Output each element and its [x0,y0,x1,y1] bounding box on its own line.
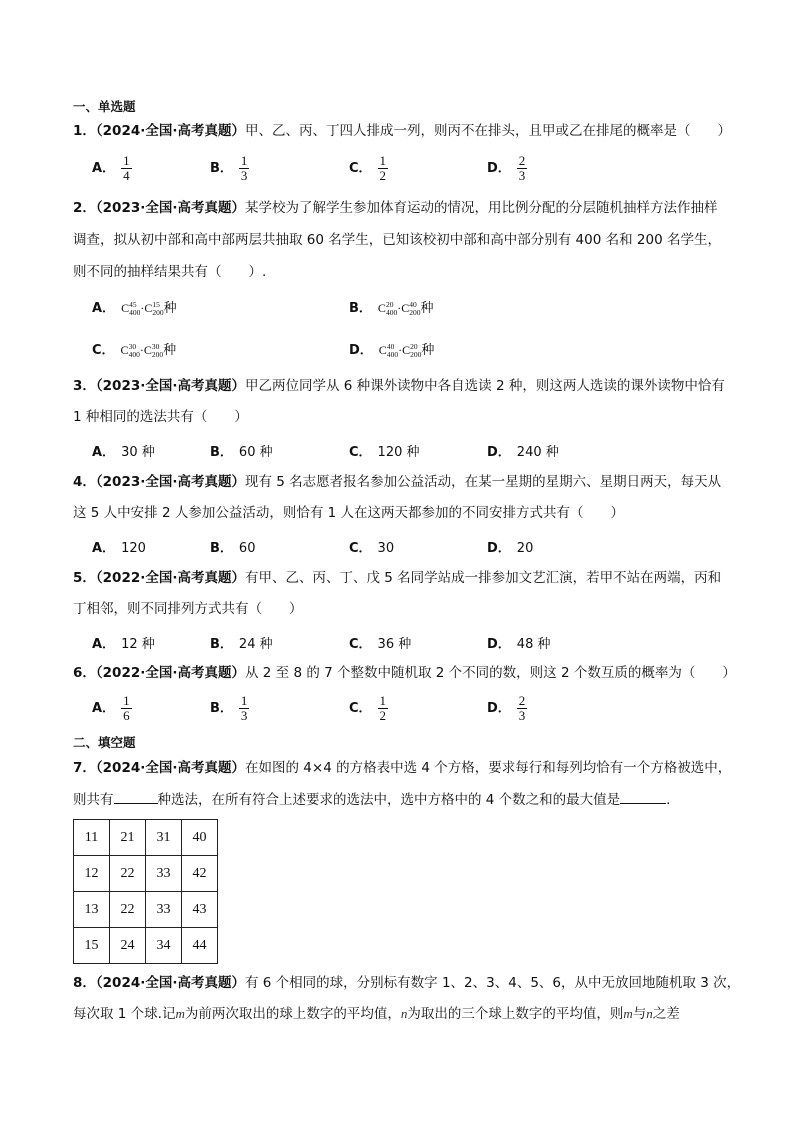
question-source: （2022·全国·高考真题） [95,570,245,586]
option-d: D． C 40 400 ·C 20 200 种 [349,342,435,360]
grid-cell: 42 [182,856,218,892]
variable-m: m [175,1006,185,1021]
question-8 [73,973,740,993]
grid-row [74,820,218,856]
question-text: 某学校为了解学生参加体育运动的情况，用比例分配的分层随机抽样方法作抽样 [245,200,718,216]
fraction: $\frac{2}{3}$ [518,153,526,183]
grid-cell: 22 [110,892,146,928]
question-2-line-2: 调查，拟从初中部和高中部两层共抽取 60 名学生，已知该校初中部和高中部分别有 400 名和 200 名学生， [73,232,721,248]
option-b: B． 60 种 [210,445,273,460]
question-8-line-2: 每次取 1 个球.记m为前两次取出的球上数字的平均值，n为取出的三个球上数字的平均值，则m与n之差 [73,1006,680,1022]
fraction: $\frac{1}{2}$ [379,153,387,183]
grid-cell: 15 [74,928,110,964]
question-source: （2024·全国·高考真题） [95,760,245,776]
question-text: 甲乙两位同学从 6 种课外读物中各自选读 2 种，则这两人选读的课外读物中恰有 [245,378,725,394]
question-1 [73,121,731,141]
question-4 [73,472,721,492]
question-5-line-2: 丁相邻，则不同排列方式共有（ ） [73,601,303,617]
fraction: $\frac{1}{3}$ [240,153,248,183]
grid-cell: 43 [182,892,218,928]
question-number: 8． [73,975,96,991]
option-a: A． $\frac{1}{6}$ [92,693,130,723]
option-c: C． C 30 400 ·C 30 200 种 [92,342,177,360]
question-text: 有 6 个相同的球，分别标有数字 1、2、3、4、5、6，从中无放回地随机取 3 次， [245,975,741,991]
grid-cell: 12 [74,856,110,892]
fraction: $\frac{1}{6}$ [123,693,130,723]
question-source: （2023·全国·高考真题） [95,378,245,394]
option-a: A． 120 [92,541,146,556]
question-source: （2024·全国·高考真题） [95,975,245,991]
question-6 [73,663,736,683]
option-d: D． 240 种 [487,445,559,460]
question-number: 6． [73,665,96,681]
grid-cell: 40 [182,820,218,856]
question-number: 7． [73,760,96,776]
grid-row [74,892,218,928]
option-d: D． $\frac{2}{3}$ [487,153,526,183]
option-b: B． $\frac{1}{3}$ [210,693,248,723]
fraction: $\frac{2}{3}$ [518,693,526,723]
grid-cell: 22 [110,856,146,892]
question-2 [73,198,718,218]
question-text: 现有 5 名志愿者报名参加公益活动，在某一星期的星期六、星期日两天，每天从 [245,474,722,490]
option-b: B． 60 [210,541,256,556]
question-3 [73,376,725,396]
option-d: D． 20 [487,541,534,556]
answer-blank-2[interactable] [620,789,666,804]
question-source: （2023·全国·高考真题） [95,474,245,490]
fraction: $\frac{1}{4}$ [123,153,130,183]
question-2-line-3: 则不同的抽样结果共有（ ）. [73,264,267,280]
grid-cell: 13 [74,892,110,928]
option-b: B． 24 种 [210,637,273,652]
question-7-line-2: 则共有 种选法，在所有符合上述要求的选法中，选中方格中的 4 个数之和的最大值是 . [73,789,670,810]
option-a: A． 12 种 [92,637,155,652]
section-heading-single-choice: 一、单选题 [73,99,136,114]
fraction: $\frac{1}{2}$ [379,693,387,723]
number-grid [73,819,218,964]
question-5 [73,568,721,588]
option-b: B． $\frac{1}{3}$ [210,153,248,183]
grid-cell: 33 [146,856,182,892]
variable-n: n [400,1006,408,1021]
option-a: A． $\frac{1}{4}$ [92,153,130,183]
option-c: C． 120 种 [349,445,420,460]
option-c: C． 36 种 [349,637,412,652]
question-source: （2022·全国·高考真题） [95,665,245,681]
section-heading-fill-in: 二、填空题 [73,735,136,750]
option-c: C． $\frac{1}{2}$ [349,693,387,723]
question-number: 5． [73,570,96,586]
variable-m: m [623,1006,633,1021]
grid-cell: 24 [110,928,146,964]
option-c: C． 30 [349,541,395,556]
grid-row [74,856,218,892]
option-a: A． C 45 400 ·C 15 200 种 [92,300,177,318]
question-4-line-2: 这 5 人中安排 2 人参加公益活动，则恰有 1 人在这两天都参加的不同安排方式共有（ ） [73,505,625,521]
question-text: 从 2 至 8 的 7 个整数中随机取 2 个不同的数，则这 2 个数互质的概率为（ ） [245,665,736,681]
grid-cell: 33 [146,892,182,928]
answer-blank-1[interactable] [114,789,158,804]
option-c: C． $\frac{1}{2}$ [349,153,387,183]
fraction: $\frac{1}{3}$ [240,693,248,723]
question-number: 4． [73,474,96,490]
question-3-line-2: 1 种相同的选法共有（ ） [73,409,248,425]
question-number: 1． [73,123,96,139]
question-source: （2024·全国·高考真题） [95,123,245,139]
variable-n: n [646,1006,653,1021]
option-a: A． 30 种 [92,445,155,460]
option-d: D． 48 种 [487,637,551,652]
option-b: B． C 20 400 ·C 40 200 种 [349,300,434,318]
grid-cell: 31 [146,820,182,856]
question-number: 3． [73,378,96,394]
grid-cell: 11 [74,820,110,856]
question-text: 在如图的 4×4 的方格表中选 4 个方格，要求每行和每列均恰有一个方格被选中， [245,760,732,776]
question-number: 2． [73,200,96,216]
question-text: 有甲、乙、丙、丁、戊 5 名同学站成一排参加文艺汇演，若甲不站在两端，丙和 [245,570,722,586]
question-source: （2023·全国·高考真题） [95,200,245,216]
grid-cell: 44 [182,928,218,964]
option-d: D． $\frac{2}{3}$ [487,693,526,723]
grid-row [74,928,218,964]
question-text: 甲、乙、丙、丁四人排成一列，则丙不在排头，且甲或乙在排尾的概率是（ ） [245,123,731,139]
question-7 [73,758,731,778]
grid-cell: 34 [146,928,182,964]
grid-cell: 21 [110,820,146,856]
